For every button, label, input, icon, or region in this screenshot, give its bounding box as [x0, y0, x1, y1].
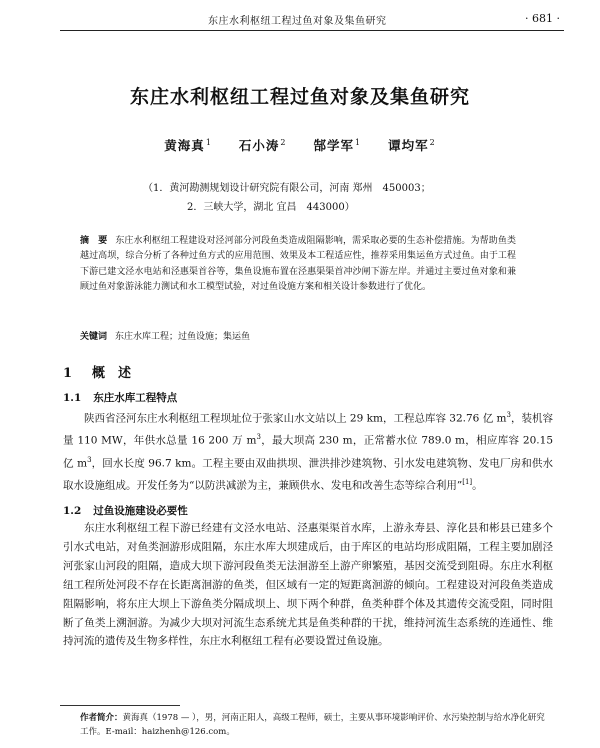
- running-head: [58, 12, 560, 28]
- keywords-label: 关键词: [80, 332, 108, 342]
- keywords-text: 东庄水库工程；过鱼设施；集运鱼: [115, 332, 251, 342]
- paper-title: 东庄水利枢纽工程过鱼对象及集鱼研究: [129, 86, 470, 108]
- footnote-label: 作者简介：: [80, 713, 123, 723]
- abstract-text: 东庄水利枢纽工程建设对泾河部分河段鱼类造成阻隔影响，需采取必要的生态补偿措施。为帮助鱼类越过高坝，综合分析了各种过鱼方式的应用范围、效果及本工程适应性，推荐采用集运鱼方式过鱼。由于工程下游已建文泾水电站和泾惠渠首谷等，集鱼设施布置在泾惠渠渠首冲沙闸下游左岸。并通过主要过鱼对象和兼顾过鱼对象游泳能力测试和水工模型试验，对过鱼设施方案和相关设计参数进行了优化。: [80, 236, 516, 293]
- abstract-label: 摘 要: [80, 236, 108, 246]
- header-rule: [60, 30, 564, 31]
- author: 郜学军$^1$: [313, 137, 362, 153]
- body-paragraph: 陕西省泾河东庄水利枢纽工程坝址位于张家山水文站以上 29 km，工程总库容 32.76 亿 $m^3$，装机容量 110 MW，年供水总量 16 200 万 $m^3$，最大坝高 230 m，正常蓄水位 789.0 m，相应库容 20.15 亿 $m^3$，回水长度 96.7 km。工程主要由双曲拱坝、泄洪排沙建筑物、引水发电建筑物、发电厂房和供水取水设施组成。开发任务为“以防洪减淤为主，兼顾供水、发电和改善生态等综合利用”[1]。: [63, 411, 553, 492]
- abstract: [80, 234, 516, 296]
- subsection-heading: 1.2 过鱼设施建设必要性: [63, 505, 188, 517]
- author: 石小涛$^2$: [238, 137, 287, 153]
- page-number: · 681 ·: [525, 12, 560, 25]
- body-paragraph: 东庄水利枢纽工程下游已经建有文泾水电站、泾惠渠渠首水库，上游永寿县、淳化县和彬县已建多个引水式电站，对鱼类洄游形成阻隔，东庄水库大坝建成后，由于库区的电站均形成阻隔，工程主要加剧泾河张家山河段的阻隔，造成大坝下游河段鱼类无法洄游至上游产卵繁殖，基因交流受到阻碍。东庄水利枢纽工程所处河段不存在长距离洄游的鱼类，但区域有一定的短距离洄游的倾向。工程建设对河段鱼类造成阻隔影响，将东庄大坝上下游鱼类分隔成坝上、坝下两个种群，鱼类种群个体及其遗传交流受阻，同时阻断了鱼类上溯洄游。为减少大坝对河流生态系统尤其是鱼类种群的干扰，维持河流生态系统的连通性、维持河流的遗传及生物多样性，东庄水利枢纽工程有必要设置过鱼设施。: [63, 522, 553, 648]
- footnote-rule: [60, 705, 180, 706]
- section-heading: 1 概 述: [63, 366, 132, 381]
- author: 黄海真$^1$: [164, 137, 212, 153]
- author: 谭均军$^2$: [388, 137, 436, 153]
- affiliation-line: 2．三峡大学，湖北 宜昌 443000）: [187, 202, 355, 213]
- subsection-heading: 1.1 东庄水库工程特点: [63, 392, 178, 404]
- keywords: [80, 329, 250, 342]
- author-list: [0, 136, 600, 154]
- footnote-text: 黄海真（1978 — ），男，河南正阳人，高级工程师，硕士，主要从事环境影响评价、水污染控制与给水净化研究工作。E-mail：haizhenh@126.com。: [80, 713, 545, 737]
- running-head-title: 东庄水利枢纽工程过鱼对象及集鱼研究: [208, 16, 387, 27]
- author-footnote: [80, 711, 550, 739]
- affiliation-line: （1．黄河勘测规划设计研究院有限公司，河南 郑州 450003；: [143, 183, 431, 194]
